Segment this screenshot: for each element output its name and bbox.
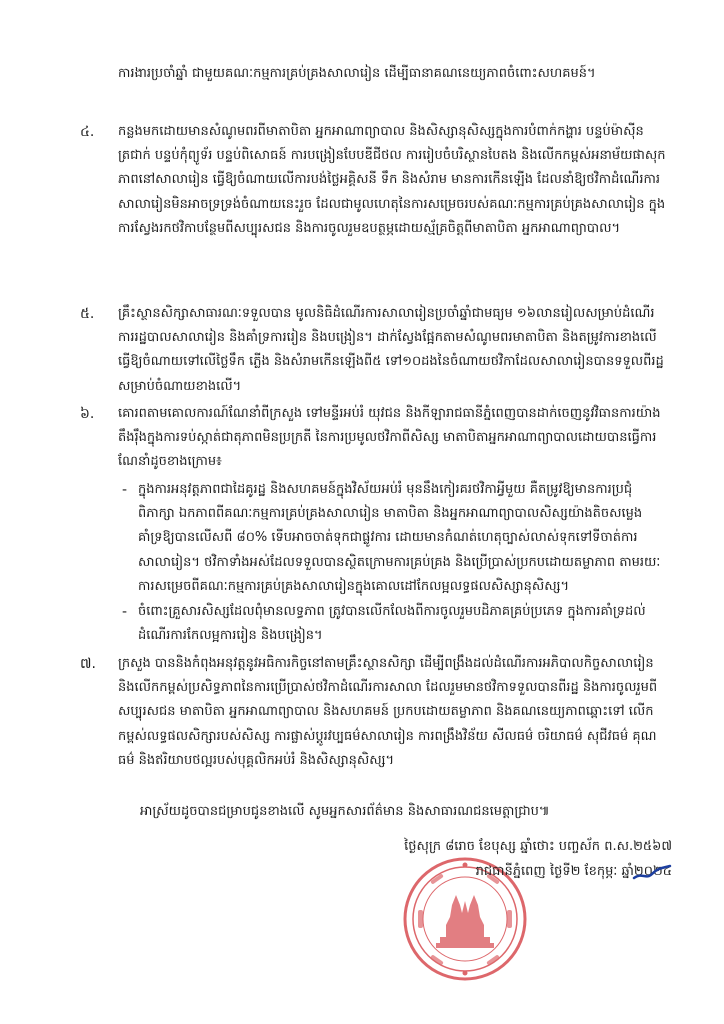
bullet-1-text: ក្នុងការអនុវត្តភាពជាដៃគូរដ្ឋ និងសហគមន៍ក្នុងវិស័យអប់រំ មុននឹងកៀរគរថវិកាអ្វីមួយ គឺតម្រូវឱ្យមានការប្រជុំ ពិភាក្សា ឯកភាពពីគណៈកម្មការគ្រប់គ្រងសាលារៀន មាតាបិតា និងអ្នកអាណាព្យាបាលសិស្សយ៉ាងតិចសម្លេងគាំទ្រឱ្យបានលើសពី ៨០% ទើបអាចចាត់ទុកជាផ្លូវការ ដោយមានកំណត់ហេតុច្បាស់លាស់ទុកទៅទីចាត់ការសាលារៀន។ ថវិកាទាំងអស់ដែលទទួលបានស្ថិតក្រោមការគ្រប់គ្រង និងប្រើប្រាស់ប្រកបដោយតម្លាភាព តាមរយៈការសម្រេចពីគណៈកម្មការគ្រប់គ្រងសាលារៀនក្នុងគោលដៅកែលម្អលទ្ធផលសិស្សានុសិស្ស។ (138, 482, 661, 594)
closing-sentence: អាស្រ័យដូចបានជម្រាបជូនខាងលើ សូមអ្នកសារព័ត៌មាន និងសាធារណជនមេត្តាជ្រាប៕ (140, 804, 550, 819)
item-6-number: ៦. (80, 406, 95, 422)
item-7-number: ៧. (80, 656, 96, 672)
signature-stroke-icon (632, 862, 672, 884)
item-7-text: ក្រសួង បាននិងកំពុងអនុវត្តនូវអធិការកិច្ចនៅតាមគ្រឹះស្ថានសិក្សា ដើម្បីពង្រឹងដល់ដំណើរការអភិបាលកិច្ចសាលារៀន និងលើកកម្ពស់ប្រសិទ្ធភាពនៃការប្រើប្រាស់ថវិកាដំណើរការសាលា ដែលរួមមានថវិកាទទួលបានពីរដ្ឋ និងការចូលរួមពីសប្បុរសជន មាតាបិតា អ្នកអាណាព្យាបាល និងសហគមន៍ ប្រកបដោយតម្លាភាព និងគណនេយ្យភាពឆ្ពោះទៅ លើកកម្ពស់លទ្ធផលសិក្សារបស់សិស្ស ការផ្លាស់ប្តូរវប្បធម៌សាលារៀន ការពង្រឹងវិន័យ សីលធម៌ ចរិយាធម៌ សុជីវធម៌ គុណធម៌ និងឥរិយាបថល្អរបស់បុគ្គលិកអប់រំ និងសិស្សានុសិស្ស។ (118, 656, 658, 768)
item-4-text: កន្លងមកដោយមានសំណូមពរពីមាតាបិតា អ្នកអាណាព្យាបាល និងសិស្សានុសិស្សក្នុងការបំពាក់កង្ហារ បន្ទប់ម៉ាស៊ីនត្រជាក់ បន្ទប់កុំព្យូទ័រ បន្ទប់ពិសោធន៍ ការបង្រៀនបែបឌីជីថល ការរៀបចំបរិស្ថានបៃតង និងលើកកម្ពស់អនាម័យផាសុកភាពនៅសាលារៀន ធ្វើឱ្យចំណាយលើការបង់ថ្លៃអគ្គិសនី ទឹក និងសំរាម មានការកើនឡើង ដែលនាំឱ្យថវិកាដំណើរការសាលារៀនមិនអាចទ្រទ្រង់ចំណាយនេះរួច ដែលជាមូលហេតុនៃការសម្រេចរបស់គណៈកម្មការគ្រប់គ្រងសាលារៀន ក្នុងការស្វែងរកថវិកាបន្ថែមពីសប្បុរសជន និងការចូលរួមឧបត្ថម្ភដោយស្ម័គ្រចិត្តពីមាតាបិតា អ្នកអាណាព្យាបាល។ (118, 124, 666, 236)
item-5-text: គ្រឹះស្ថានសិក្សាសាធារណៈទទួលបាន មូលនិធិដំណើរការសាលារៀនប្រចាំឆ្នាំជាមធ្យម ១៦លានរៀលសម្រាប់ដំណើរការរដ្ឋបាលសាលារៀន និងគាំទ្រការរៀន និងបង្រៀន។ ដាក់ស្វែងផ្អែកតាមសំណូមពរមាតាបិតា និងតម្រូវការខាងលើធ្វើឱ្យចំណាយទៅលើថ្លៃទឹក ភ្លើង និងសំរាមកើនឡើងពី៥ ទៅ១០ដងនៃចំណាយថវិកាដែលសាលារៀនបានទទួលពីរដ្ឋសម្រាប់ចំណាយខាងលើ។ (118, 306, 664, 394)
item-6-text: គោរពតាមគោលការណ៍ណែនាំពីក្រសួង ទៅមន្ទីរអប់រំ យុវជន និងកីឡារាជធានីភ្នំពេញបានដាក់ចេញនូវវិធានការយ៉ាងតឹងរ៉ឹងក្នុងការទប់ស្កាត់ជាតុភាពមិនប្រក្រតី នៃការប្រមូលថវិកាពីសិស្ស មាតាបិតាអ្នកអាណាព្យាបាលដោយបានធ្វើការណែនាំដូចខាងក្រោម៖ (118, 406, 661, 470)
item-4-number: ៤. (80, 124, 95, 140)
bullet-2-mark: - (122, 604, 128, 620)
date-lunar: ថ្ងៃសុក្រ ៨រោច ខែបុស្ស ឆ្នាំថោះ បញ្ចស័ក ព.ស.២៥៦៧ (404, 839, 672, 854)
item-5-number: ៥. (80, 306, 95, 322)
bullet-2-text: ចំពោះគ្រួសារសិស្សដែលពុំមានលទ្ធភាព ត្រូវបានលើកលែងពីការចូលរួមបដិភាគគ្រប់ប្រភេទ ក្នុងការគាំទ្រដល់ដំណើរការកែលម្អការរៀន និងបង្រៀន។ (138, 604, 646, 644)
bullet-1-mark: - (122, 482, 128, 498)
date-solar: រាជធានីភ្នំពេញ ថ្ងៃទី២ ខែកុម្ភៈ ឆ្នាំ២០២៤ (475, 864, 672, 879)
continuation-paragraph: ការងារប្រចាំឆ្នាំ ជាមួយគណៈកម្មការគ្រប់គ្រងសាលារៀន ដើម្បីធានាគណនេយ្យភាពចំពោះសហគមន៍។ (118, 66, 596, 81)
